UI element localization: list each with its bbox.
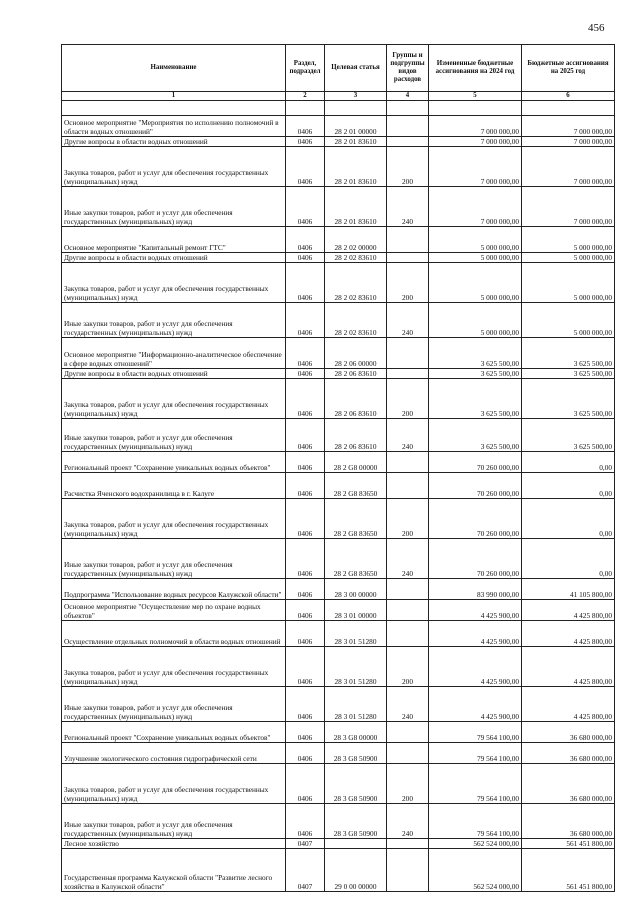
table-row [62, 803, 615, 838]
cell-group [387, 472, 429, 498]
table-row [62, 848, 615, 891]
cell-changed: 3 625 500,00 [429, 418, 522, 451]
cell-target: 28 3 G8 00000 [325, 721, 387, 742]
cell-section: 0406 [286, 599, 325, 620]
table-row [62, 578, 615, 599]
cell-group [387, 848, 429, 891]
cell-budget: 36 680 000,00 [522, 742, 615, 763]
cell-section: 0406 [286, 302, 325, 337]
cell-name: Другие вопросы в области водных отношений [62, 368, 286, 378]
cell-changed: 4 425 900,00 [429, 646, 522, 686]
cell-group [387, 337, 429, 368]
cell-changed: 79 564 100,00 [429, 803, 522, 838]
cell-section: 0407 [286, 848, 325, 891]
cell-changed: 70 260 000,00 [429, 472, 522, 498]
cell-changed: 562 524 000,00 [429, 838, 522, 848]
cell-name: Иные закупки товаров, работ и услуг для обеспечения государственных (муниципальных) нужд [62, 418, 286, 451]
cell-target: 28 2 02 00000 [325, 226, 387, 252]
cell-group: 200 [387, 262, 429, 302]
cell-group [387, 368, 429, 378]
cell-target: 28 3 01 00000 [325, 599, 387, 620]
cell-section: 0406 [286, 378, 325, 418]
table-row [62, 721, 615, 742]
cell-target: 28 2 01 83610 [325, 136, 387, 146]
cell-target: 29 0 00 00000 [325, 848, 387, 891]
cell-budget: 0,00 [522, 538, 615, 578]
cell-section: 0406 [286, 472, 325, 498]
column-number: 5 [429, 92, 522, 101]
cell-group: 200 [387, 146, 429, 186]
page-number: 456 [588, 22, 605, 34]
cell-changed: 5 000 000,00 [429, 262, 522, 302]
cell-section: 0406 [286, 146, 325, 186]
cell-target: 28 2 G8 00000 [325, 451, 387, 472]
cell-group: 240 [387, 803, 429, 838]
cell-group: 240 [387, 538, 429, 578]
cell-group [387, 721, 429, 742]
table-row [62, 838, 615, 848]
cell-target: 28 2 01 00000 [325, 115, 387, 136]
cell-changed: 7 000 000,00 [429, 115, 522, 136]
cell-target: 28 2 02 83610 [325, 302, 387, 337]
column-number: 2 [286, 92, 325, 101]
cell-target: 28 3 G8 50900 [325, 803, 387, 838]
table-row [62, 686, 615, 721]
cell-group: 240 [387, 186, 429, 226]
cell-section: 0406 [286, 803, 325, 838]
cell-target: 28 2 06 83610 [325, 378, 387, 418]
cell-budget: 3 625 500,00 [522, 418, 615, 451]
spacer-row [62, 100, 615, 115]
header-budget: Бюджетные ассигнования на 2025 год [522, 45, 615, 92]
table-row [62, 146, 615, 186]
cell-name: Лесное хозяйство [62, 838, 286, 848]
table-row [62, 763, 615, 803]
cell-section: 0406 [286, 252, 325, 262]
cell-group: 200 [387, 378, 429, 418]
cell-changed: 4 425 900,00 [429, 599, 522, 620]
cell-section: 0406 [286, 186, 325, 226]
cell-group [387, 252, 429, 262]
cell-budget: 3 625 500,00 [522, 368, 615, 378]
cell-name: Осуществление отдельных полномочий в области водных отношений [62, 620, 286, 646]
table-row [62, 620, 615, 646]
table-row [62, 186, 615, 226]
cell-budget: 36 680 000,00 [522, 763, 615, 803]
cell-group [387, 136, 429, 146]
cell-changed: 4 425 900,00 [429, 620, 522, 646]
cell-budget: 5 000 000,00 [522, 302, 615, 337]
cell-changed: 7 000 000,00 [429, 146, 522, 186]
table-row [62, 498, 615, 538]
cell-budget: 5 000 000,00 [522, 262, 615, 302]
cell-budget: 4 425 800,00 [522, 599, 615, 620]
cell-group [387, 599, 429, 620]
cell-budget: 0,00 [522, 451, 615, 472]
cell-changed: 5 000 000,00 [429, 302, 522, 337]
cell-group: 240 [387, 686, 429, 721]
cell-name: Закупка товаров, работ и услуг для обеспечения государственных (муниципальных) нужд [62, 146, 286, 186]
table-row [62, 599, 615, 620]
cell-budget: 561 451 800,00 [522, 848, 615, 891]
cell-group [387, 838, 429, 848]
table-row [62, 368, 615, 378]
cell-budget: 7 000 000,00 [522, 136, 615, 146]
cell-target: 28 2 06 83610 [325, 368, 387, 378]
cell-section: 0406 [286, 418, 325, 451]
header-name: Наименование [62, 45, 286, 92]
column-number-row [62, 92, 615, 101]
header-section: Раздел, подраздел [286, 45, 325, 92]
cell-group: 200 [387, 498, 429, 538]
cell-section: 0406 [286, 742, 325, 763]
cell-name: Другие вопросы в области водных отношений [62, 252, 286, 262]
column-number: 4 [387, 92, 429, 101]
cell-budget: 36 680 000,00 [522, 803, 615, 838]
cell-name: Закупка товаров, работ и услуг для обеспечения государственных (муниципальных) нужд [62, 646, 286, 686]
cell-changed: 7 000 000,00 [429, 136, 522, 146]
table-row [62, 226, 615, 252]
cell-name: Основное мероприятие "Информационно-аналитическое обеспечение в сфере водных отношений" [62, 337, 286, 368]
cell-group [387, 742, 429, 763]
table-row [62, 136, 615, 146]
cell-changed: 7 000 000,00 [429, 186, 522, 226]
cell-group [387, 578, 429, 599]
cell-section: 0406 [286, 115, 325, 136]
cell-budget: 4 425 800,00 [522, 686, 615, 721]
cell-target: 28 2 01 83610 [325, 186, 387, 226]
table-row [62, 451, 615, 472]
cell-section: 0406 [286, 368, 325, 378]
cell-group: 200 [387, 763, 429, 803]
cell-group [387, 115, 429, 136]
column-number: 3 [325, 92, 387, 101]
cell-name: Иные закупки товаров, работ и услуг для обеспечения государственных (муниципальных) нужд [62, 186, 286, 226]
cell-changed: 70 260 000,00 [429, 498, 522, 538]
cell-target: 28 3 01 51280 [325, 686, 387, 721]
cell-budget: 3 625 500,00 [522, 378, 615, 418]
table-row [62, 418, 615, 451]
cell-target [325, 838, 387, 848]
cell-target: 28 3 01 51280 [325, 620, 387, 646]
cell-section: 0406 [286, 721, 325, 742]
cell-section: 0406 [286, 337, 325, 368]
cell-budget: 5 000 000,00 [522, 252, 615, 262]
cell-target: 28 3 01 51280 [325, 646, 387, 686]
cell-changed: 79 564 100,00 [429, 742, 522, 763]
cell-group [387, 226, 429, 252]
cell-section: 0406 [286, 646, 325, 686]
cell-name: Расчистка Яченского водохранилища в г. Калуге [62, 472, 286, 498]
cell-section: 0406 [286, 686, 325, 721]
cell-target: 28 2 02 83610 [325, 252, 387, 262]
cell-target: 28 2 G8 83650 [325, 538, 387, 578]
cell-name: Закупка товаров, работ и услуг для обеспечения государственных (муниципальных) нужд [62, 498, 286, 538]
cell-changed: 5 000 000,00 [429, 252, 522, 262]
cell-changed: 79 564 100,00 [429, 763, 522, 803]
cell-name: Подпрограмма "Использование водных ресурсов Калужской области" [62, 578, 286, 599]
cell-group [387, 451, 429, 472]
table-row [62, 538, 615, 578]
cell-name: Другие вопросы в области водных отношений [62, 136, 286, 146]
table-row [62, 742, 615, 763]
table-row [62, 472, 615, 498]
table-row [62, 115, 615, 136]
cell-changed: 83 990 000,00 [429, 578, 522, 599]
cell-target: 28 3 G8 50900 [325, 742, 387, 763]
cell-budget: 5 000 000,00 [522, 226, 615, 252]
header-changed: Измененные бюджетные ассигнования на 2024 год [429, 45, 522, 92]
cell-group [387, 620, 429, 646]
header-row [62, 45, 615, 92]
cell-target: 28 3 G8 50900 [325, 763, 387, 803]
cell-target: 28 3 00 00000 [325, 578, 387, 599]
cell-name: Улучшение экологического состояния гидрографической сети [62, 742, 286, 763]
cell-budget: 4 425 800,00 [522, 646, 615, 686]
cell-changed: 3 625 500,00 [429, 337, 522, 368]
cell-name: Закупка товаров, работ и услуг для обеспечения государственных (муниципальных) нужд [62, 763, 286, 803]
cell-budget: 0,00 [522, 472, 615, 498]
cell-budget: 41 105 800,00 [522, 578, 615, 599]
cell-name: Государственная программа Калужской области "Развитие лесного хозяйства в Калужской области" [62, 848, 286, 891]
cell-section: 0406 [286, 498, 325, 538]
table-row [62, 337, 615, 368]
column-number: 1 [62, 92, 286, 101]
cell-name: Основное мероприятие "Мероприятия по исполнению полномочий в области водных отношений" [62, 115, 286, 136]
cell-changed: 3 625 500,00 [429, 368, 522, 378]
header-target: Целевая статья [325, 45, 387, 92]
cell-section: 0406 [286, 262, 325, 302]
cell-name: Основное мероприятие "Капитальный ремонт ГТС" [62, 226, 286, 252]
cell-name: Основное мероприятие "Осуществление мер по охране водных объектов" [62, 599, 286, 620]
cell-section: 0406 [286, 226, 325, 252]
cell-group: 240 [387, 418, 429, 451]
cell-budget: 7 000 000,00 [522, 186, 615, 226]
table-row [62, 378, 615, 418]
cell-changed: 79 564 100,00 [429, 721, 522, 742]
cell-target: 28 2 06 00000 [325, 337, 387, 368]
cell-budget: 4 425 800,00 [522, 620, 615, 646]
table-row [62, 262, 615, 302]
cell-budget: 7 000 000,00 [522, 146, 615, 186]
cell-section: 0406 [286, 763, 325, 803]
budget-table [61, 44, 615, 892]
cell-budget: 7 000 000,00 [522, 115, 615, 136]
cell-group: 240 [387, 302, 429, 337]
cell-name: Закупка товаров, работ и услуг для обеспечения государственных (муниципальных) нужд [62, 378, 286, 418]
cell-changed: 70 260 000,00 [429, 451, 522, 472]
cell-budget: 0,00 [522, 498, 615, 538]
cell-section: 0406 [286, 620, 325, 646]
table-row [62, 646, 615, 686]
table-row [62, 252, 615, 262]
cell-target: 28 2 02 83610 [325, 262, 387, 302]
cell-budget: 561 451 800,00 [522, 838, 615, 848]
column-number: 6 [522, 92, 615, 101]
cell-name: Иные закупки товаров, работ и услуг для обеспечения государственных (муниципальных) нужд [62, 686, 286, 721]
header-group: Группы и подгруппы видов расходов [387, 45, 429, 92]
cell-section: 0406 [286, 451, 325, 472]
cell-target: 28 2 01 83610 [325, 146, 387, 186]
cell-budget: 3 625 500,00 [522, 337, 615, 368]
cell-name: Региональный проект "Сохранение уникальных водных объектов" [62, 721, 286, 742]
cell-changed: 3 625 500,00 [429, 378, 522, 418]
cell-section: 0407 [286, 838, 325, 848]
cell-name: Иные закупки товаров, работ и услуг для обеспечения государственных (муниципальных) нужд [62, 302, 286, 337]
cell-section: 0406 [286, 136, 325, 146]
cell-changed: 5 000 000,00 [429, 226, 522, 252]
cell-section: 0406 [286, 538, 325, 578]
cell-section: 0406 [286, 578, 325, 599]
table-row [62, 302, 615, 337]
cell-target: 28 2 G8 83650 [325, 472, 387, 498]
cell-changed: 70 260 000,00 [429, 538, 522, 578]
cell-group: 200 [387, 646, 429, 686]
cell-target: 28 2 G8 83650 [325, 498, 387, 538]
cell-changed: 4 425 900,00 [429, 686, 522, 721]
cell-changed: 562 524 000,00 [429, 848, 522, 891]
cell-name: Иные закупки товаров, работ и услуг для обеспечения государственных (муниципальных) нужд [62, 538, 286, 578]
cell-name: Региональный проект "Сохранение уникальных водных объектов" [62, 451, 286, 472]
cell-budget: 36 680 000,00 [522, 721, 615, 742]
cell-name: Закупка товаров, работ и услуг для обеспечения государственных (муниципальных) нужд [62, 262, 286, 302]
cell-name: Иные закупки товаров, работ и услуг для обеспечения государственных (муниципальных) нужд [62, 803, 286, 838]
cell-target: 28 2 06 83610 [325, 418, 387, 451]
